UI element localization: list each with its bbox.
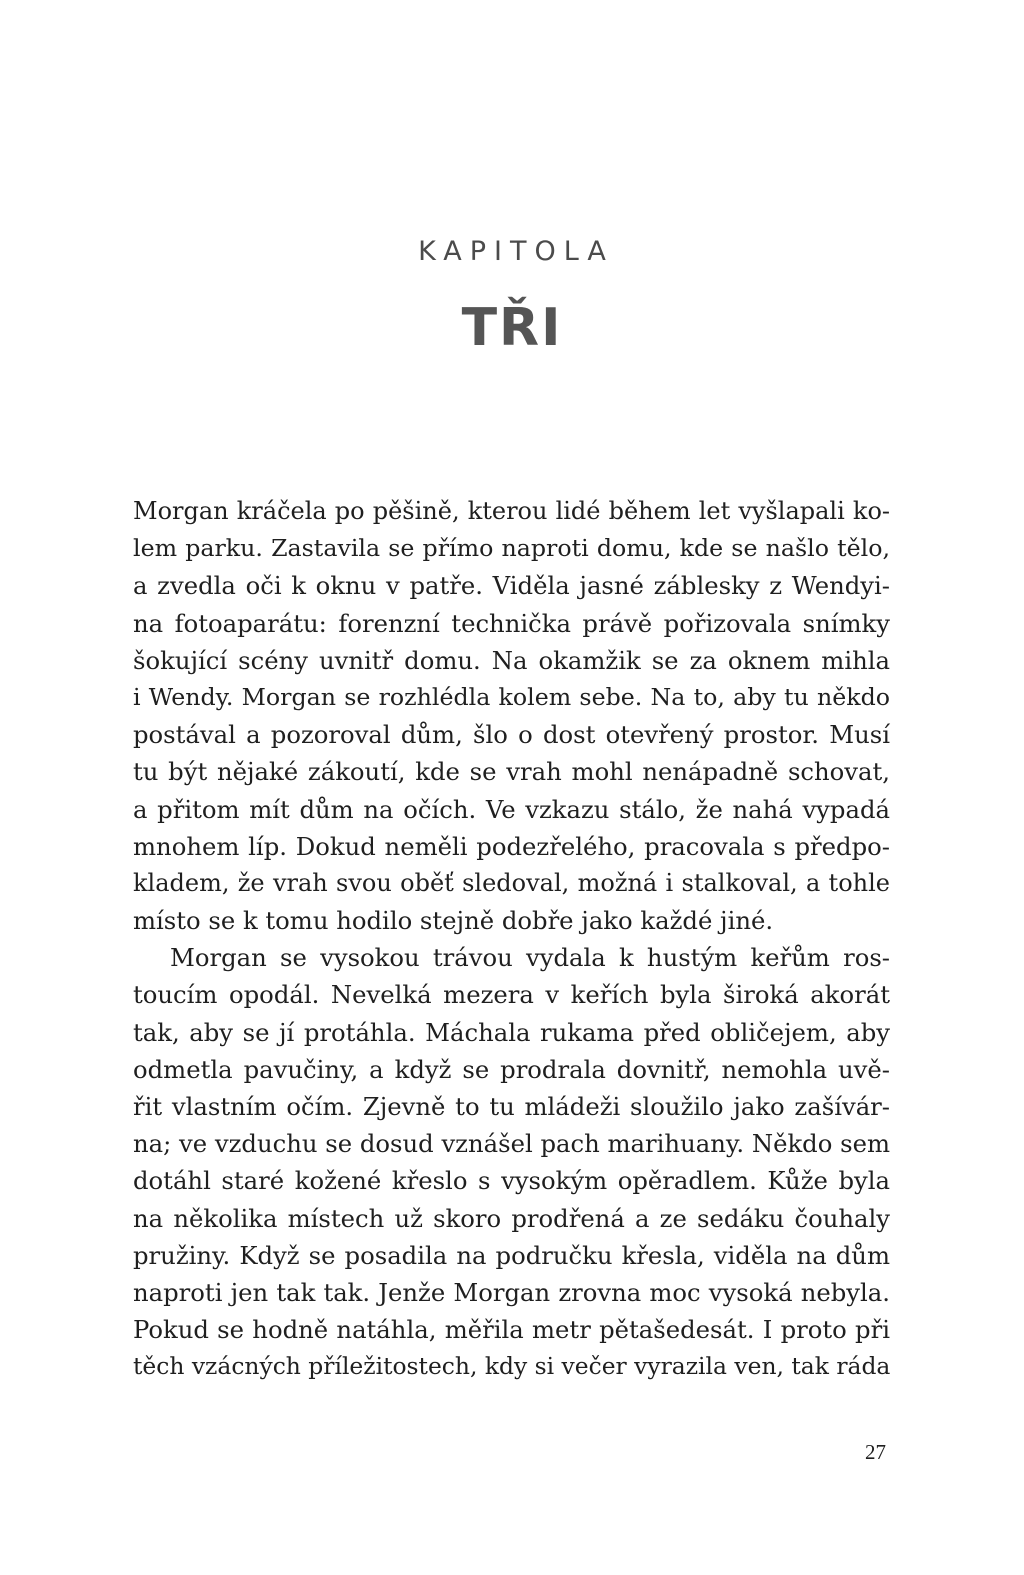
text-line: odmetla pavučiny, a když se prodrala dovnitř, nemohla uvě- — [133, 1054, 890, 1084]
text-line: naproti jen tak tak. Jenže Morgan zrovna moc vysoká nebyla. — [133, 1277, 890, 1307]
text-line: toucím opodál. Nevelká mezera v keřích byla široká akorát — [133, 980, 890, 1010]
page-number: 27 — [865, 1440, 886, 1464]
text-line: kladem, že vrah svou oběť sledoval, možná i stalkoval, a tohle — [133, 868, 890, 897]
text-line: a přitom mít dům na očích. Ve vzkazu stálo, že nahá vypadá — [133, 794, 890, 824]
text-line: dotáhl staré kožené křeslo s vysokým opěradlem. Kůže byla — [133, 1166, 890, 1196]
text-line: a zvedla oči k oknu v patře. Viděla jasné záblesky z Wendyi- — [133, 571, 890, 601]
text-line: na fotoaparátu: forenzní technička právě pořizovala snímky — [133, 608, 890, 638]
chapter-number: TŘI — [461, 298, 563, 358]
text-line: i Wendy. Morgan se rozhlédla kolem sebe. Na to, aby tu někdo — [133, 682, 890, 711]
paragraph-2 — [133, 939, 890, 1385]
text-line: tu být nějaké zákoutí, kde se vrah mohl nenápadně schovat, — [133, 757, 890, 787]
text-line: mnohem líp. Dokud neměli podezřelého, pracovala s předpo- — [133, 831, 890, 861]
text-line: řit vlastním očím. Zjevně to tu mládeži sloužilo jako zašívár- — [133, 1092, 890, 1121]
chapter-label: KAPITOLA — [418, 236, 614, 267]
text-line: místo se k tomu hodilo stejně dobře jako každé jiné. — [133, 906, 774, 936]
text-line: Pokud se hodně natáhla, měřila metr pětašedesát. I proto při — [133, 1315, 890, 1345]
text-line: tak, aby se jí protáhla. Máchala rukama před obličejem, aby — [133, 1017, 890, 1047]
text-line: těch vzácných příležitostech, kdy si večer vyrazila ven, tak ráda — [133, 1352, 891, 1381]
text-line: šokující scény uvnitř domu. Na okamžik se za oknem mihla — [133, 645, 890, 675]
text-line: na; ve vzduchu se dosud vznášel pach marihuany. Někdo sem — [133, 1129, 890, 1159]
text-line: na několika místech už skoro prodřená a ze sedáku čouhaly — [133, 1203, 890, 1233]
text-line: postával a pozoroval dům, šlo o dost otevřený prostor. Musí — [133, 720, 890, 750]
text-line: Morgan se vysokou trávou vydala k hustým keřům ros- — [170, 943, 890, 973]
text-line: lem parku. Zastavila se přímo naproti domu, kde se našlo tělo, — [133, 534, 890, 563]
text-line: pružiny. Když se posadila na područku křesla, viděla na dům — [133, 1240, 890, 1270]
text-line: Morgan kráčela po pěšině, kterou lidé během let vyšlapali ko- — [133, 497, 890, 525]
paragraph-1 — [133, 493, 890, 939]
body-text — [133, 493, 890, 1386]
